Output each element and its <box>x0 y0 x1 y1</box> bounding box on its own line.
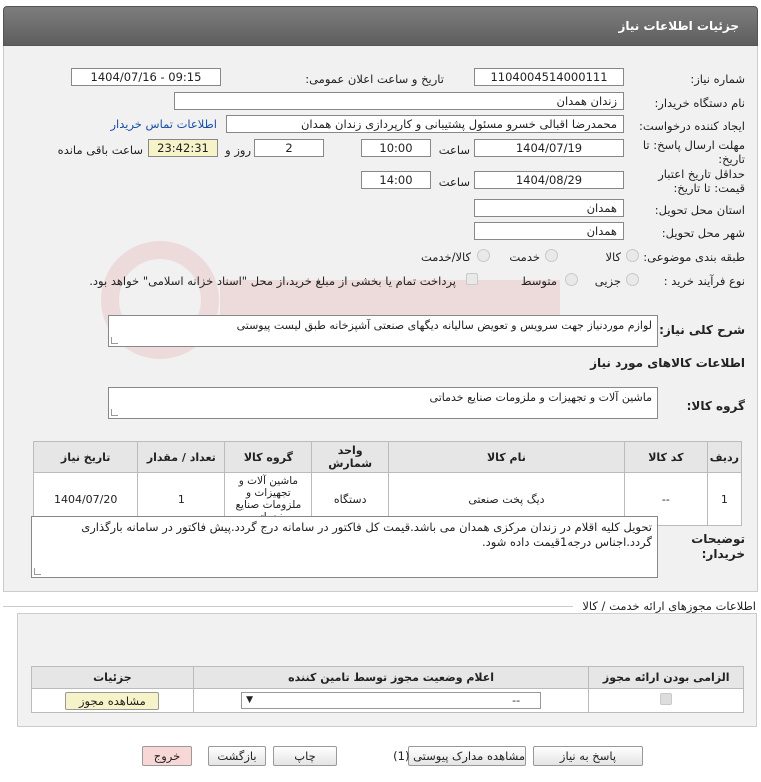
col-date: تاریخ نیاز <box>34 442 138 473</box>
deadline-time-label: ساعت <box>438 143 470 157</box>
cell-unit: دستگاه <box>312 473 388 526</box>
col-unit: واحد شمارش <box>312 442 388 473</box>
goods-group-textarea: ماشین آلات و تجهیزات و ملزومات صنایع خدماتی <box>108 387 658 419</box>
buyer-notes-textarea: تحویل کلیه اقلام در زندان مرکزی همدان می باشد.قیمت کل فاکتور در سامانه درج گردد.پیش فاکتور در سامانه بارگذاری گردد.اجناس درجه1قیمت داده شود. <box>31 516 658 578</box>
remaining-time-label: ساعت باقی مانده <box>57 143 143 157</box>
announce-label: تاریخ و ساعت اعلان عمومی: <box>305 72 444 86</box>
summary-label: شرح کلی نیاز: <box>659 323 745 337</box>
items-table-header <box>34 442 742 473</box>
required-checkbox <box>660 693 672 705</box>
contact-buyer-link[interactable]: اطلاعات تماس خریدار <box>110 117 217 131</box>
validity-date-field: 1404/08/29 <box>474 171 624 189</box>
col-details: جزئیات <box>32 667 194 689</box>
goods-group-label: گروه کالا: <box>686 399 745 413</box>
permits-title: اطلاعات مجوزهای ارائه خدمت / کالا <box>582 599 756 613</box>
permits-divider <box>3 606 573 607</box>
validity-label: حداقل تاریخ اعتبار قیمت: تا تاریخ: <box>658 167 745 195</box>
cell-details <box>32 689 194 713</box>
col-name: نام کالا <box>388 442 624 473</box>
category-service-label: خدمت <box>509 250 540 264</box>
attachments-button[interactable]: مشاهده مدارک پیوستی (1) <box>408 746 526 766</box>
col-group: گروه کالا <box>225 442 312 473</box>
need-number-label: شماره نیاز: <box>690 72 745 86</box>
cell-group: ماشین آلات و تجهیزات و ملزومات صنایع <box>225 473 312 526</box>
province-field: همدان <box>474 199 624 217</box>
remaining-time-field: 23:42:31 <box>148 139 218 157</box>
process-medium-radio[interactable] <box>565 273 578 286</box>
process-minor-radio[interactable] <box>626 273 639 286</box>
reply-button[interactable]: پاسخ به نیاز <box>533 746 643 766</box>
announce-field: 1404/07/16 - 09:15 <box>71 68 221 86</box>
table-row <box>32 689 744 713</box>
treasury-payment-note: پرداخت تمام یا بخشی از مبلغ خرید،از محل "اسناد خزانه اسلامی" خواهد بود. <box>89 274 456 288</box>
days-label: روز و <box>225 143 251 157</box>
cell-code: -- <box>624 473 707 526</box>
process-label: نوع فرآیند خرید : <box>663 274 745 288</box>
creator-label: ایجاد کننده درخواست: <box>639 119 745 133</box>
page-header <box>3 6 758 46</box>
permit-status-value: -- <box>512 694 521 707</box>
category-service-radio[interactable] <box>545 249 558 262</box>
need-number-field: 1104004514000111 <box>474 68 624 86</box>
col-qty: تعداد / مقدار <box>138 442 225 473</box>
city-field: همدان <box>474 222 624 240</box>
chevron-down-icon: ▼ <box>246 695 254 705</box>
col-required: الزامی بودن ارائه مجوز <box>589 667 744 689</box>
cell-required <box>589 689 744 713</box>
permits-table-header <box>32 667 744 689</box>
cell-qty: 1 <box>138 473 225 526</box>
treasury-payment-checkbox[interactable] <box>466 273 478 285</box>
items-table <box>33 441 742 526</box>
days-field: 2 <box>254 139 324 157</box>
category-goods-service-radio[interactable] <box>477 249 490 262</box>
buyer-org-label: نام دستگاه خریدار: <box>654 96 745 110</box>
back-button[interactable]: بازگشت <box>208 746 266 766</box>
deadline-label: مهلت ارسال پاسخ: تا تاریخ: <box>642 138 745 166</box>
province-label: استان محل تحویل: <box>654 203 745 217</box>
process-minor-label: جزیی <box>594 274 621 288</box>
permits-table <box>31 666 744 713</box>
cell-row: 1 <box>707 473 741 526</box>
buyer-notes-label: توضیحات خریدار: <box>691 532 745 561</box>
deadline-time-field: 10:00 <box>361 139 431 157</box>
permit-status-select[interactable] <box>241 692 541 709</box>
category-goods-label: کالا <box>605 250 621 264</box>
goods-info-title: اطلاعات کالاهای مورد نیاز <box>590 356 745 370</box>
col-code: کد کالا <box>624 442 707 473</box>
buyer-org-field: زندان همدان <box>174 92 624 110</box>
category-goods-radio[interactable] <box>626 249 639 262</box>
validity-time-field: 14:00 <box>361 171 431 189</box>
city-label: شهر محل تحویل: <box>661 226 745 240</box>
exit-button[interactable]: خروج <box>142 746 192 766</box>
summary-textarea: لوازم موردنیاز جهت سرویس و تعویض سالیانه دیگهای صنعتی آشپزخانه طبق لیست پیوستی <box>108 315 658 347</box>
category-label: طبقه بندی موضوعی: <box>643 250 745 264</box>
page-title: جزئیات اطلاعات نیاز <box>618 19 739 33</box>
category-goods-service-label: کالا/خدمت <box>420 250 471 264</box>
cell-status <box>193 689 589 713</box>
view-permit-button[interactable]: مشاهده مجوز <box>65 692 159 710</box>
process-medium-label: متوسط <box>520 274 557 288</box>
validity-time-label: ساعت <box>438 175 470 189</box>
deadline-date-field: 1404/07/19 <box>474 139 624 157</box>
col-status: اعلام وضعیت مجوز توسط تامین کننده <box>193 667 589 689</box>
print-button[interactable]: چاپ <box>273 746 337 766</box>
creator-field: محمدرضا اقبالی خسرو مسئول پشتیبانی و کارپردازی زندان همدان <box>226 115 624 133</box>
cell-name: دیگ پخت صنعتی <box>388 473 624 526</box>
cell-date: 1404/07/20 <box>34 473 138 526</box>
col-row: ردیف <box>707 442 741 473</box>
